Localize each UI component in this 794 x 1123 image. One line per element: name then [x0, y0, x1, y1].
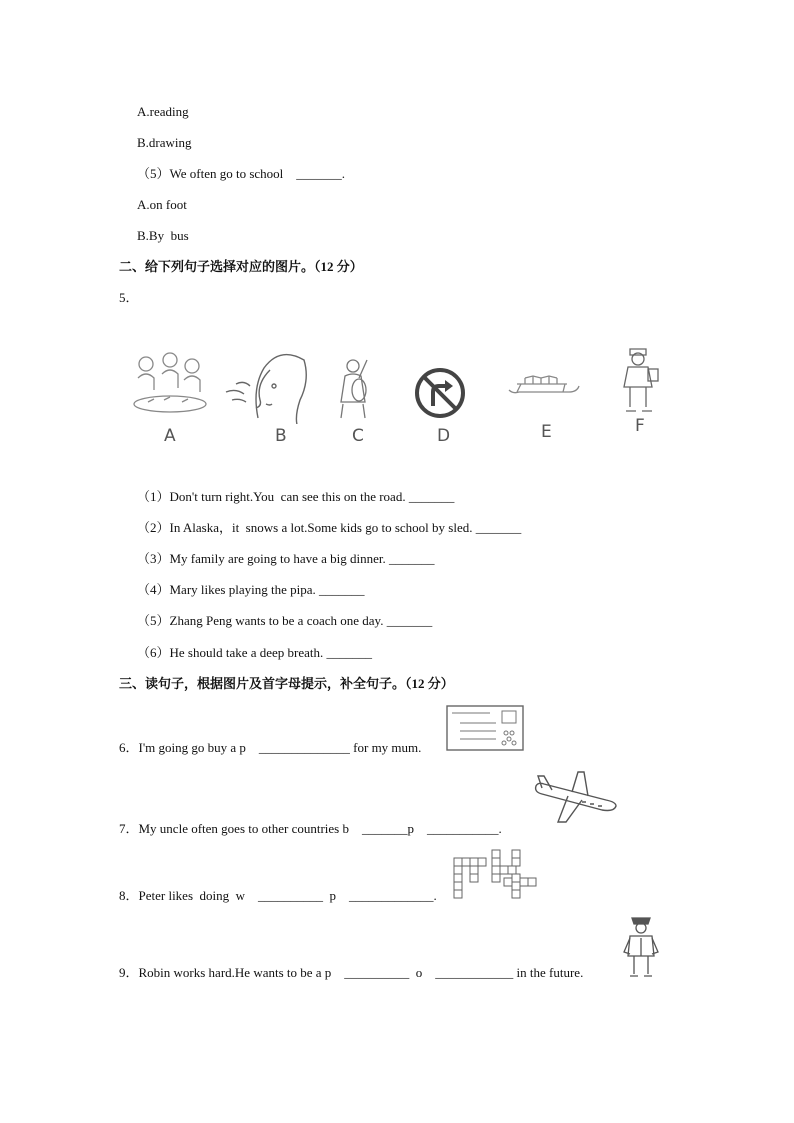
section-3-heading: 三、读句子，根据图片及首字母提示，补全句子。（12 分）	[119, 676, 454, 691]
sled-picture	[505, 368, 583, 398]
section-2-item-4: （4）Mary likes playing the pipa. _______	[137, 582, 365, 597]
picture-label-b: B	[275, 426, 287, 446]
pipa-picture	[333, 356, 377, 420]
coach-picture	[618, 343, 662, 415]
deep-breath-picture	[222, 348, 312, 424]
option-a-reading: A.reading	[137, 104, 189, 119]
picture-label-a: A	[164, 426, 176, 446]
question-number-5: 5．	[119, 290, 139, 305]
picture-label-f: F	[635, 416, 645, 436]
option-b-by-bus: B.By bus	[137, 228, 189, 243]
section-2-item-2: （2）In Alaska，it snows a lot.Some kids go to school by sled. _______	[137, 520, 522, 535]
section-3-item-8: 8．Peter likes doing w __________ p _____________.	[119, 888, 437, 903]
picture-label-d: D	[437, 426, 451, 446]
no-right-turn-sign	[413, 366, 467, 420]
police-officer-picture	[620, 912, 662, 978]
section-2-item-6: （6）He should take a deep breath. _______	[137, 645, 373, 660]
postcard-picture	[446, 705, 524, 751]
section-2-heading: 二、给下列句子选择对应的图片。（12 分）	[119, 259, 363, 274]
picture-label-e: E	[541, 422, 552, 442]
section-2-item-5: （5）Zhang Peng wants to be a coach one day. _______	[137, 613, 433, 628]
section-3-item-6: 6．I'm going go buy a p ______________ for my mum.	[119, 740, 422, 755]
picture-label-c: C	[352, 426, 364, 446]
family-dinner-picture	[128, 348, 212, 418]
question-5-text: （5）We often go to school _______.	[137, 166, 346, 181]
section-3-item-9: 9．Robin works hard.He wants to be a p __________ o ____________ in the future.	[119, 965, 584, 980]
section-2-item-3: （3）My family are going to have a big dinner. _______	[137, 551, 435, 566]
option-b-drawing: B.drawing	[137, 135, 192, 150]
airplane-picture	[532, 768, 618, 832]
word-puzzle-picture	[452, 848, 538, 900]
option-a-on-foot: A.on foot	[137, 197, 187, 212]
section-2-item-1: （1）Don't turn right.You can see this on the road. _______	[137, 489, 455, 504]
section-3-item-7: 7．My uncle often goes to other countries b _______p ___________.	[119, 821, 502, 836]
